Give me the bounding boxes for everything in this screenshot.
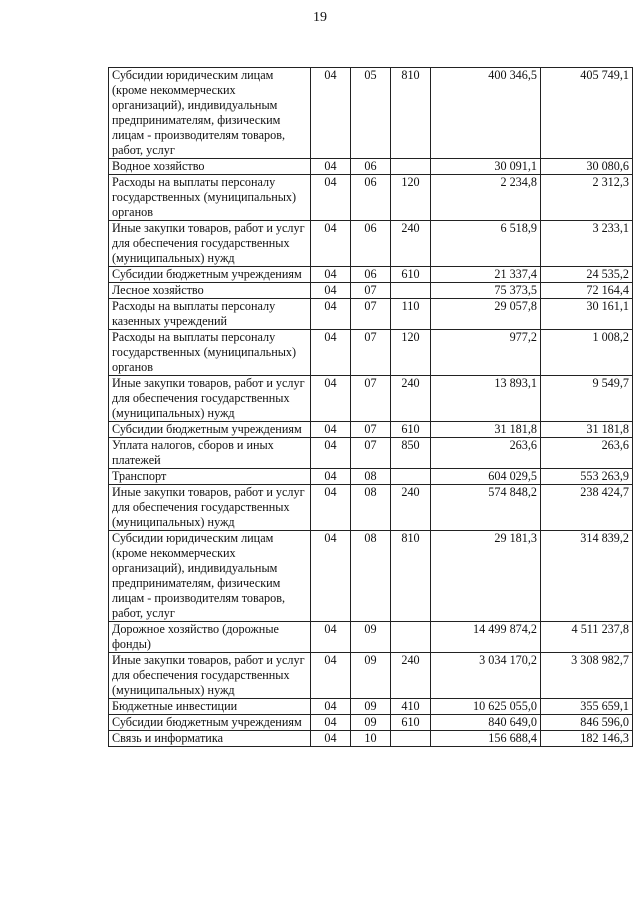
- amount-second-cell: 72 164,4: [541, 283, 633, 299]
- section-code-cell: 04: [311, 731, 351, 747]
- subsection-code-cell: 05: [351, 68, 391, 159]
- row-name-cell: Транспорт: [109, 469, 311, 485]
- subsection-code-cell: 10: [351, 731, 391, 747]
- subsection-code-cell: 07: [351, 376, 391, 422]
- amount-second-cell: 9 549,7: [541, 376, 633, 422]
- subsection-code-cell: 06: [351, 221, 391, 267]
- expense-type-code-cell: 610: [391, 715, 431, 731]
- page-number: 19: [313, 10, 327, 25]
- row-name-cell: Лесное хозяйство: [109, 283, 311, 299]
- row-name-cell: Субсидии юридическим лицам (кроме некоммерческих организаций), индивидуальным предпринимателям, физическим лицам - производителям товаров, работ, услуг: [109, 531, 311, 622]
- table-row: [109, 438, 633, 469]
- subsection-code-cell: 07: [351, 330, 391, 376]
- expense-type-code-cell: 120: [391, 330, 431, 376]
- table-row: [109, 531, 633, 622]
- amount-second-cell: 263,6: [541, 438, 633, 469]
- amount-second-cell: 846 596,0: [541, 715, 633, 731]
- budget-table-body: [109, 68, 633, 747]
- amount-second-cell: 30 080,6: [541, 159, 633, 175]
- amount-second-cell: 553 263,9: [541, 469, 633, 485]
- amount-first-cell: 156 688,4: [431, 731, 541, 747]
- amount-first-cell: 10 625 055,0: [431, 699, 541, 715]
- table-row: [109, 485, 633, 531]
- expense-type-code-cell: 410: [391, 699, 431, 715]
- expense-type-code-cell: 240: [391, 653, 431, 699]
- subsection-code-cell: 06: [351, 159, 391, 175]
- row-name-cell: Связь и информатика: [109, 731, 311, 747]
- section-code-cell: 04: [311, 376, 351, 422]
- subsection-code-cell: 08: [351, 531, 391, 622]
- amount-first-cell: 31 181,8: [431, 422, 541, 438]
- row-name-cell: Дорожное хозяйство (дорожные фонды): [109, 622, 311, 653]
- expense-type-code-cell: [391, 159, 431, 175]
- amount-second-cell: 3 308 982,7: [541, 653, 633, 699]
- section-code-cell: 04: [311, 438, 351, 469]
- row-name-cell: Иные закупки товаров, работ и услуг для обеспечения государственных (муниципальных) нужд: [109, 221, 311, 267]
- amount-second-cell: 405 749,1: [541, 68, 633, 159]
- table-row: [109, 159, 633, 175]
- section-code-cell: 04: [311, 221, 351, 267]
- amount-second-cell: 4 511 237,8: [541, 622, 633, 653]
- subsection-code-cell: 09: [351, 715, 391, 731]
- subsection-code-cell: 07: [351, 438, 391, 469]
- subsection-code-cell: 08: [351, 485, 391, 531]
- section-code-cell: 04: [311, 469, 351, 485]
- amount-second-cell: 2 312,3: [541, 175, 633, 221]
- table-row: [109, 283, 633, 299]
- amount-first-cell: 13 893,1: [431, 376, 541, 422]
- amount-second-cell: 3 233,1: [541, 221, 633, 267]
- table-row: [109, 699, 633, 715]
- amount-first-cell: 14 499 874,2: [431, 622, 541, 653]
- row-name-cell: Субсидии бюджетным учреждениям: [109, 267, 311, 283]
- amount-first-cell: 263,6: [431, 438, 541, 469]
- amount-second-cell: 238 424,7: [541, 485, 633, 531]
- subsection-code-cell: 07: [351, 283, 391, 299]
- table-row: [109, 299, 633, 330]
- amount-second-cell: 355 659,1: [541, 699, 633, 715]
- amount-second-cell: 1 008,2: [541, 330, 633, 376]
- row-name-cell: Субсидии бюджетным учреждениям: [109, 422, 311, 438]
- amount-first-cell: 400 346,5: [431, 68, 541, 159]
- expense-type-code-cell: 810: [391, 531, 431, 622]
- table-row: [109, 731, 633, 747]
- section-code-cell: 04: [311, 622, 351, 653]
- table-row: [109, 221, 633, 267]
- table-row: [109, 330, 633, 376]
- amount-second-cell: 31 181,8: [541, 422, 633, 438]
- section-code-cell: 04: [311, 422, 351, 438]
- table-row: [109, 267, 633, 283]
- subsection-code-cell: 07: [351, 299, 391, 330]
- subsection-code-cell: 07: [351, 422, 391, 438]
- section-code-cell: 04: [311, 715, 351, 731]
- expense-type-code-cell: [391, 731, 431, 747]
- subsection-code-cell: 09: [351, 699, 391, 715]
- row-name-cell: Расходы на выплаты персоналу государственных (муниципальных) органов: [109, 175, 311, 221]
- subsection-code-cell: 08: [351, 469, 391, 485]
- table-row: [109, 68, 633, 159]
- section-code-cell: 04: [311, 267, 351, 283]
- table-row: [109, 376, 633, 422]
- amount-second-cell: 30 161,1: [541, 299, 633, 330]
- amount-first-cell: 840 649,0: [431, 715, 541, 731]
- expense-type-code-cell: 850: [391, 438, 431, 469]
- row-name-cell: Расходы на выплаты персоналу казенных учреждений: [109, 299, 311, 330]
- expense-type-code-cell: 610: [391, 422, 431, 438]
- amount-first-cell: 6 518,9: [431, 221, 541, 267]
- row-name-cell: Субсидии бюджетным учреждениям: [109, 715, 311, 731]
- table-row: [109, 715, 633, 731]
- amount-first-cell: 29 181,3: [431, 531, 541, 622]
- row-name-cell: Уплата налогов, сборов и иных платежей: [109, 438, 311, 469]
- amount-second-cell: 182 146,3: [541, 731, 633, 747]
- expense-type-code-cell: 240: [391, 376, 431, 422]
- expense-type-code-cell: 810: [391, 68, 431, 159]
- row-name-cell: Иные закупки товаров, работ и услуг для обеспечения государственных (муниципальных) нужд: [109, 376, 311, 422]
- section-code-cell: 04: [311, 299, 351, 330]
- amount-first-cell: 75 373,5: [431, 283, 541, 299]
- section-code-cell: 04: [311, 531, 351, 622]
- row-name-cell: Иные закупки товаров, работ и услуг для обеспечения государственных (муниципальных) нужд: [109, 485, 311, 531]
- row-name-cell: Субсидии юридическим лицам (кроме некоммерческих организаций), индивидуальным предпринимателям, физическим лицам - производителям товаров, работ, услуг: [109, 68, 311, 159]
- subsection-code-cell: 06: [351, 175, 391, 221]
- subsection-code-cell: 06: [351, 267, 391, 283]
- amount-first-cell: 604 029,5: [431, 469, 541, 485]
- amount-first-cell: 574 848,2: [431, 485, 541, 531]
- section-code-cell: 04: [311, 699, 351, 715]
- amount-first-cell: 2 234,8: [431, 175, 541, 221]
- section-code-cell: 04: [311, 159, 351, 175]
- section-code-cell: 04: [311, 68, 351, 159]
- amount-second-cell: 24 535,2: [541, 267, 633, 283]
- expense-type-code-cell: 110: [391, 299, 431, 330]
- table-row: [109, 175, 633, 221]
- subsection-code-cell: 09: [351, 653, 391, 699]
- expense-type-code-cell: 240: [391, 485, 431, 531]
- subsection-code-cell: 09: [351, 622, 391, 653]
- table-row: [109, 653, 633, 699]
- expense-type-code-cell: [391, 283, 431, 299]
- row-name-cell: Иные закупки товаров, работ и услуг для обеспечения государственных (муниципальных) нужд: [109, 653, 311, 699]
- row-name-cell: Бюджетные инвестиции: [109, 699, 311, 715]
- row-name-cell: Расходы на выплаты персоналу государственных (муниципальных) органов: [109, 330, 311, 376]
- amount-first-cell: 3 034 170,2: [431, 653, 541, 699]
- section-code-cell: 04: [311, 653, 351, 699]
- section-code-cell: 04: [311, 485, 351, 531]
- amount-first-cell: 977,2: [431, 330, 541, 376]
- expense-type-code-cell: 120: [391, 175, 431, 221]
- section-code-cell: 04: [311, 283, 351, 299]
- expense-type-code-cell: 240: [391, 221, 431, 267]
- table-row: [109, 469, 633, 485]
- expense-type-code-cell: [391, 469, 431, 485]
- amount-first-cell: 21 337,4: [431, 267, 541, 283]
- expense-type-code-cell: [391, 622, 431, 653]
- row-name-cell: Водное хозяйство: [109, 159, 311, 175]
- expense-type-code-cell: 610: [391, 267, 431, 283]
- table-row: [109, 422, 633, 438]
- section-code-cell: 04: [311, 175, 351, 221]
- section-code-cell: 04: [311, 330, 351, 376]
- budget-table: [108, 67, 633, 747]
- amount-second-cell: 314 839,2: [541, 531, 633, 622]
- table-row: [109, 622, 633, 653]
- amount-first-cell: 29 057,8: [431, 299, 541, 330]
- amount-first-cell: 30 091,1: [431, 159, 541, 175]
